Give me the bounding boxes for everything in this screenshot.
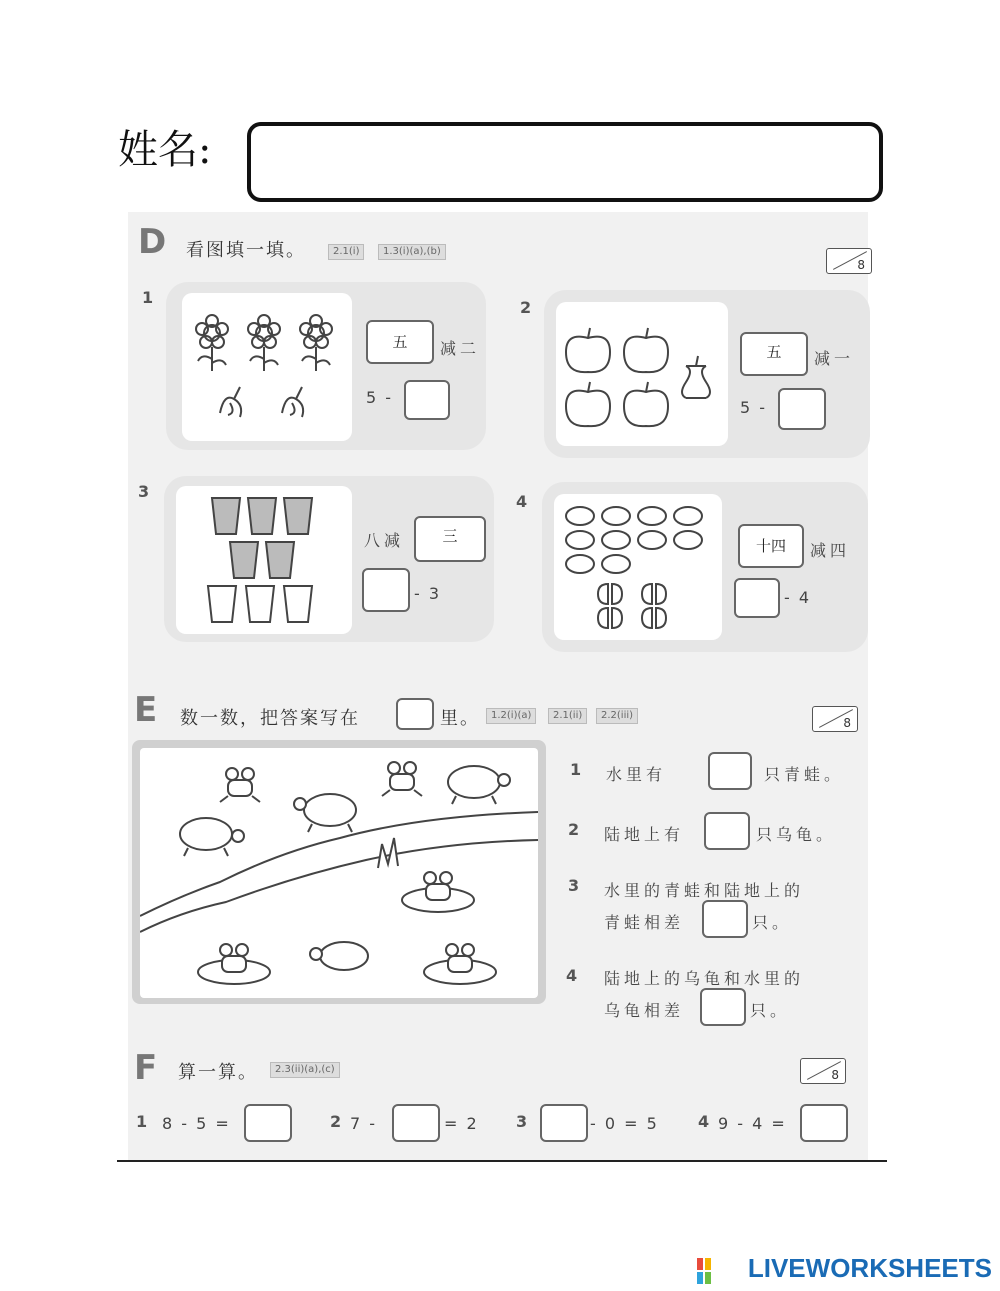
d2-filled-box[interactable]: 五 xyxy=(740,332,808,376)
e2-text-a: 陆地上有 xyxy=(604,825,685,844)
eggs-illustration xyxy=(554,494,722,640)
section-e-tag-2: 2.1(ii) xyxy=(548,708,587,724)
section-d-title: 看图填一填。 xyxy=(186,240,306,261)
name-input[interactable] xyxy=(247,122,883,202)
d3-picture xyxy=(176,486,352,634)
f4-answer-box[interactable] xyxy=(800,1104,848,1142)
f3-right: - 0 = 5 xyxy=(590,1114,659,1133)
d1-filled-box[interactable]: 五 xyxy=(366,320,434,364)
section-f-letter: F xyxy=(134,1048,158,1088)
d1-picture xyxy=(182,293,352,441)
section-e-tag-3: 2.2(iii) xyxy=(596,708,638,724)
f2-left: 7 - xyxy=(350,1114,378,1133)
section-f-score: 8 xyxy=(800,1058,846,1084)
d3-filled-box[interactable]: 三 xyxy=(414,516,486,562)
section-d-tag-2: 1.3(i)(a),(b) xyxy=(378,244,446,260)
cups-illustration xyxy=(176,486,352,634)
section-e-tag-1: 1.2(i)(a) xyxy=(486,708,536,724)
d4-number: 4 xyxy=(516,492,528,511)
d4-word: 减四 xyxy=(810,541,851,560)
section-d-tag-1: 2.1(i) xyxy=(328,244,364,260)
d3-expr: - 3 xyxy=(414,584,442,603)
e2-number: 2 xyxy=(568,820,580,839)
e3-text-a: 青蛙相差 xyxy=(604,913,685,932)
e2-answer-box[interactable] xyxy=(704,812,750,850)
section-e-title-b: 里。 xyxy=(440,708,480,729)
section-e-title-box xyxy=(396,698,434,730)
f1-answer-box[interactable] xyxy=(244,1104,292,1142)
e4-text-b: 只。 xyxy=(750,1001,791,1020)
e4-line1: 陆地上的乌龟和水里的 xyxy=(604,969,805,988)
d3-number: 3 xyxy=(138,482,150,501)
d3-word: 八减 xyxy=(364,531,405,550)
d2-expr: 5 - xyxy=(740,398,768,417)
f1-left: 8 - 5 = xyxy=(162,1114,231,1133)
section-f-title: 算一算。 xyxy=(178,1062,258,1083)
bottom-divider xyxy=(117,1160,887,1162)
d1-expr: 5 - xyxy=(366,388,394,407)
d4-filled-box[interactable]: 十四 xyxy=(738,524,804,568)
e2-text-b: 只乌龟。 xyxy=(756,825,837,844)
f2-number: 2 xyxy=(330,1112,342,1131)
f2-answer-box[interactable] xyxy=(392,1104,440,1142)
f3-number: 3 xyxy=(516,1112,528,1131)
pond-picture xyxy=(140,748,538,998)
liveworksheets-brand: LIVEWORKSHEETS xyxy=(747,1253,992,1283)
flowers-illustration xyxy=(182,293,352,441)
e3-line1: 水里的青蛙和陆地上的 xyxy=(604,881,805,900)
d2-answer-box[interactable] xyxy=(778,388,826,430)
d1-number: 1 xyxy=(142,288,154,307)
section-e-title-a: 数一数，把答案写在 xyxy=(180,708,360,729)
section-e-score: 8 xyxy=(812,706,858,732)
d1-word: 减二 xyxy=(440,339,481,358)
f4-left: 9 - 4 = xyxy=(718,1114,787,1133)
e3-number: 3 xyxy=(568,876,580,895)
f3-answer-box[interactable] xyxy=(540,1104,588,1142)
section-d-letter: D xyxy=(138,222,167,262)
d4-expr: - 4 xyxy=(784,588,812,607)
d4-answer-box[interactable] xyxy=(734,578,780,618)
apples-illustration xyxy=(556,302,728,446)
e1-text-b: 只青蛙。 xyxy=(764,765,845,784)
d1-answer-box[interactable] xyxy=(404,380,450,420)
d2-picture xyxy=(556,302,728,446)
f4-number: 4 xyxy=(698,1112,710,1131)
d3-answer-box[interactable] xyxy=(362,568,410,612)
d4-picture xyxy=(554,494,722,640)
pond-illustration xyxy=(140,748,538,998)
d2-word: 减一 xyxy=(814,349,855,368)
e4-number: 4 xyxy=(566,966,578,985)
name-label: 姓名: xyxy=(118,127,212,173)
f2-right: = 2 xyxy=(444,1114,479,1133)
e1-answer-box[interactable] xyxy=(708,752,752,790)
f1-number: 1 xyxy=(136,1112,148,1131)
section-e-letter: E xyxy=(134,690,158,730)
e1-number: 1 xyxy=(570,760,582,779)
d2-number: 2 xyxy=(520,298,532,317)
e3-text-b: 只。 xyxy=(752,913,793,932)
section-f-tag: 2.3(ii)(a),(c) xyxy=(270,1062,340,1078)
e3-answer-box[interactable] xyxy=(702,900,748,938)
section-d-score: 8 xyxy=(826,248,872,274)
liveworksheets-logo-icon xyxy=(697,1258,711,1284)
e1-text-a: 水里有 xyxy=(606,765,667,784)
e4-text-a: 乌龟相差 xyxy=(604,1001,685,1020)
e4-answer-box[interactable] xyxy=(700,988,746,1026)
